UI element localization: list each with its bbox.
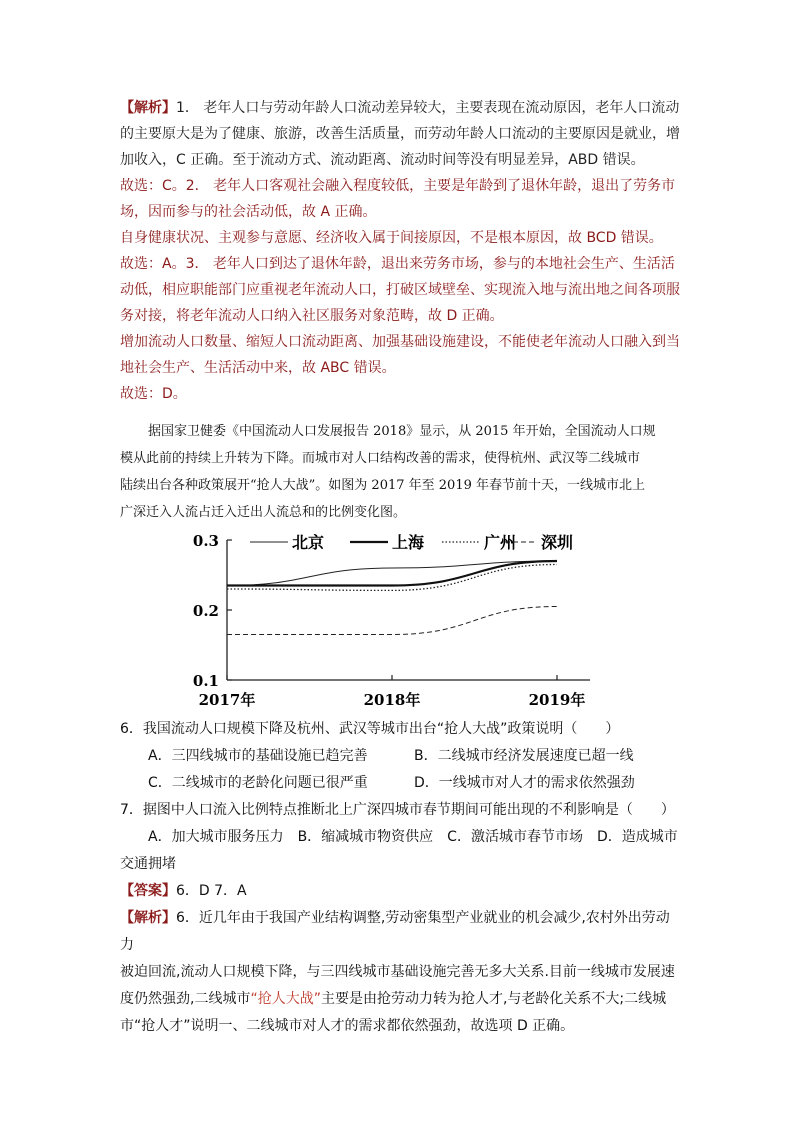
option-d: D．一线城市对人才的需求依然强劲: [414, 775, 635, 791]
question-7: [120, 797, 680, 878]
question-6: [120, 716, 680, 797]
material-line: 模从此前的持续上升转为下降。而城市对人口结构改善的需求，使得杭州、武汉等二线城市: [120, 451, 641, 466]
analysis-line: 务对接，将老年流动人口纳入社区服务对象范畴，故 D 正确。: [120, 308, 504, 324]
highlight-text: “抢人大战”: [250, 991, 321, 1007]
material-line: 据国家卫健委《中国流动人口发展报告 2018》显示，从 2015 年开始，全国流动人口规: [148, 424, 656, 439]
option-c: C．二线城市的老龄化问题已很严重: [148, 775, 368, 791]
option-row: [120, 770, 680, 797]
analysis-section-1: [120, 95, 680, 407]
legend-label: 上海: [392, 533, 425, 552]
analysis-line: 故选：A。3． 老年人口到达了退休年龄，退出来劳务市场，参与的本地社会生产、生活活: [120, 256, 675, 272]
analysis-line: 【解析】6．近几年由于我国产业结构调整,劳动密集型产业就业的机会减少,农村外出劳动力: [120, 910, 670, 953]
analysis-tag: 【解析】: [120, 100, 176, 116]
option-b: B．二线城市经济发展速度已超一线: [414, 748, 634, 764]
analysis-section-2: [120, 905, 680, 1040]
question-options: 交通拥堵: [120, 856, 176, 872]
analysis-line: 度仍然强劲,二线城市“抢人大战”主要是由抢劳动力转为抢人才,与老龄化关系不大;二线城: [120, 991, 667, 1007]
y-tick-label: 0.3: [192, 532, 219, 550]
material-line: 广深迁入人流占迁入迁出人流总和的比例变化图。: [120, 505, 407, 520]
analysis-tag: 【解析】: [120, 910, 176, 926]
analysis-line: 动低，相应职能部门应重视老年流动人口，打破区域壁垒、实现流入地与流出地之间各项服: [120, 282, 680, 298]
analysis-line: 【解析】1． 老年人口与劳动年龄人口流动差异较大，主要表现在流动原因，老年人口流动: [120, 100, 680, 116]
question-stem: 6．我国流动人口规模下降及杭州、武汉等城市出台“抢人大战”政策说明（ ）: [120, 721, 620, 737]
material-line: 陆续出台各种政策展开“抢人大战”。如图为 2017 年至 2019 年春节前十天，一线城市北上: [120, 478, 645, 493]
x-tick-label: 2017年: [198, 691, 256, 709]
analysis-line: 故选：C。2． 老年人口客观社会融入程度较低，主要是年龄到了退休年龄，退出了劳务市: [120, 178, 676, 194]
analysis-line: 加收入，C 正确。至于流动方式、流动距离、流动时间等没有明显差异，ABD 错误。: [120, 152, 645, 168]
analysis-line: 地社会生产、生活活动中来，故 ABC 错误。: [120, 360, 396, 376]
question-stem: 7．据图中人口流入比例特点推断北上广深四城市春节期间可能出现的不利影响是（ ）: [120, 802, 675, 818]
answer-tag: 【答案】: [120, 883, 176, 899]
legend-label: 北京: [292, 533, 325, 552]
migration-ratio-chart: [180, 528, 610, 713]
x-tick-label: 2018年: [363, 691, 421, 709]
analysis-line: 自身健康状况、主观参与意愿、经济收入属于间接原因，不是根本原因，故 BCD 错误。: [120, 230, 663, 246]
analysis-line: 故选：D。: [120, 386, 187, 402]
answer-section: [120, 878, 680, 905]
analysis-line: 的主要原大是为了健康、旅游，改善生活质量，而劳动年龄人口流动的主要原因是就业，增: [120, 126, 680, 142]
option-a: A．三四线城市的基础设施已趋完善: [148, 748, 368, 764]
analysis-line: 增加流动人口数量、缩短人口流动距离、加强基础设施建设，不能使老年流动人口融入到当: [120, 334, 680, 350]
y-tick-label: 0.1: [192, 672, 219, 690]
material-paragraph: [120, 418, 680, 526]
y-tick-label: 0.2: [192, 602, 219, 620]
analysis-line: 被迫回流,流动人口规模下降，与三四线城市基础设施完善无多大关系.目前一线城市发展速: [120, 964, 675, 980]
answer-text: 6．D 7．A: [176, 883, 247, 899]
x-tick-label: 2019年: [528, 691, 586, 709]
series-line-上海: [227, 561, 557, 586]
series-line-深圳: [227, 607, 557, 635]
analysis-line: 场，因而参与的社会活动低，故 A 正确。: [120, 204, 377, 220]
legend-label: 深圳: [541, 533, 574, 552]
legend-label: 广州: [484, 533, 517, 552]
option-row: [120, 743, 680, 770]
question-options: A．加大城市服务压力 B．缩减城市物资供应 C．激活城市春节市场 D．造成城市: [148, 829, 678, 845]
analysis-line: 市“抢人才”说明一、二线城市对人才的需求都依然强劲，故选项 D 正确。: [120, 1018, 575, 1034]
